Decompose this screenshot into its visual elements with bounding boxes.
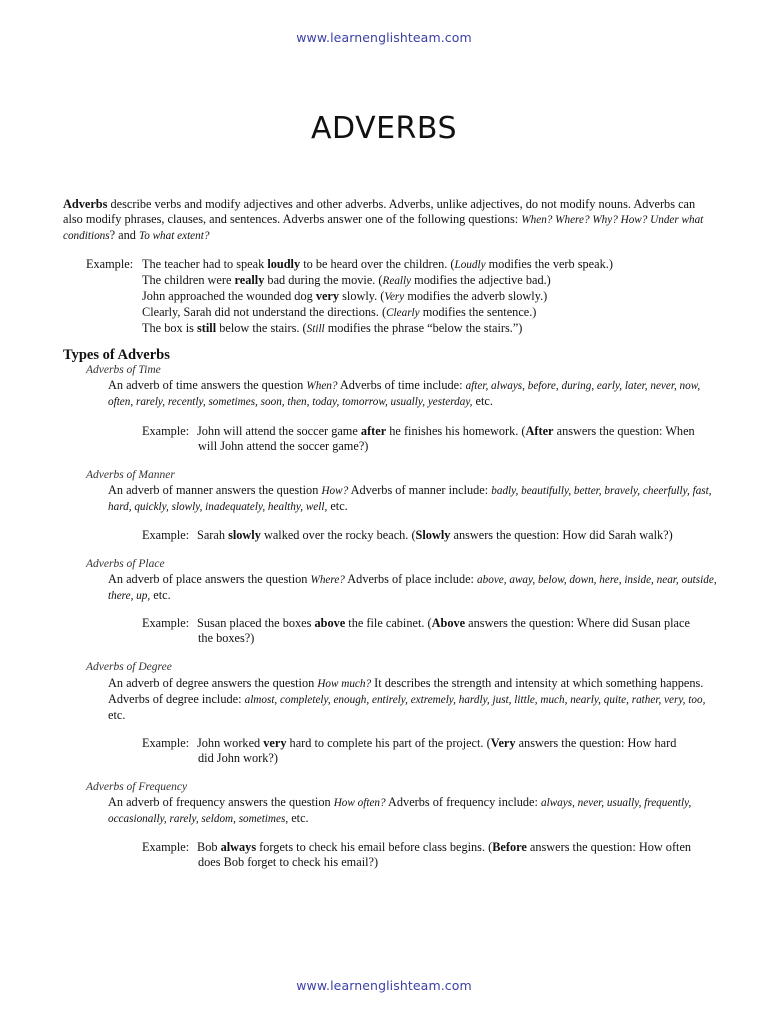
section-heading-time: Adverbs of Time <box>86 364 161 376</box>
intro-text: describe verbs and modify adjectives and other adverbs. Adverbs, unlike adjectives, do not modify nouns. Adverbs can also modify phrases, clauses, and sentences. Adverbs answer one of the following questions: <box>63 197 696 226</box>
example-line: John approached the wounded dog very slowly. (Very modifies the adverb slowly.) <box>142 289 548 303</box>
intro-paragraph <box>63 197 713 244</box>
example-line: Clearly, Sarah did not understand the directions. (Clearly modifies the sentence.) <box>142 305 537 319</box>
example-line: The teacher had to speak loudly to be heard over the children. (Loudly modifies the verb speak.) <box>142 257 613 271</box>
section-description-time: An adverb of time answers the question When? Adverbs of time include: after, always, before, during, early, later, never, now, often, rarely, recently, sometimes, soon, then, today, tomorrow, usually, yesterday, etc. <box>108 378 701 408</box>
types-heading: Types of Adverbs <box>63 347 170 363</box>
intro-questions: When? Where? Why? How? Under what conditions <box>63 214 704 242</box>
section-description-place: An adverb of place answers the question Where? Adverbs of place include: above, away, below, down, here, inside, near, outside, there, up, etc. <box>108 572 717 602</box>
section-heading-manner: Adverbs of Manner <box>86 469 175 481</box>
intro-text-2: ? and <box>109 228 139 242</box>
section-heading-frequency: Adverbs of Frequency <box>86 781 188 793</box>
example-line: The children were really bad during the movie. (Really modifies the adjective bad.) <box>142 273 551 287</box>
page-title: ADVERBS <box>310 111 457 146</box>
section-example-degree: Example: John worked very hard to complete his part of the project. (Very answers the question: How hard did John work?) <box>142 736 677 765</box>
example-line: The box is still below the stairs. (Still modifies the phrase “below the stairs.”) <box>142 321 523 335</box>
section-example-manner: Example: Sarah slowly walked over the rocky beach. (Slowly answers the question: How did Sarah walk?) <box>142 528 673 542</box>
section-heading-degree: Adverbs of Degree <box>86 661 172 673</box>
section-example-frequency: Example: Bob always forgets to check his email before class begins. (Before answers the question: How often does Bob forget to check his email?) <box>142 840 692 869</box>
section-description-degree: An adverb of degree answers the question How much? It describes the strength and intensity at which something happens. Adverbs of degree include: almost, completely, enough, entirely, extremely, hardly, just, little, much, nearly, quite, rather, very, too, etc. <box>108 676 706 722</box>
intro-keyword: Adverbs <box>63 197 108 211</box>
section-description-frequency: An adverb of frequency answers the question How often? Adverbs of frequency include: always, never, usually, frequently, occasionally, rarely, seldom, sometimes, etc. <box>108 795 692 825</box>
section-example-place: Example: Susan placed the boxes above the file cabinet. (Above answers the question: Where did Susan place the boxes?) <box>142 616 690 645</box>
section-description-manner: An adverb of manner answers the question How? Adverbs of manner include: badly, beautifully, better, bravely, cheerfully, fast, hard, quickly, slowly, inadequately, healthy, well, etc. <box>108 483 712 513</box>
header-website-link[interactable]: www.learnenglishteam.com <box>296 30 472 45</box>
example-label: Example: <box>86 257 134 271</box>
intro-question-extent: To what extent? <box>139 230 210 242</box>
footer-website-link[interactable]: www.learnenglishteam.com <box>296 978 472 993</box>
section-heading-place: Adverbs of Place <box>86 558 165 570</box>
section-example-time: Example: John will attend the soccer game after he finishes his homework. (After answers the question: When will John attend the soccer game?) <box>142 424 695 453</box>
